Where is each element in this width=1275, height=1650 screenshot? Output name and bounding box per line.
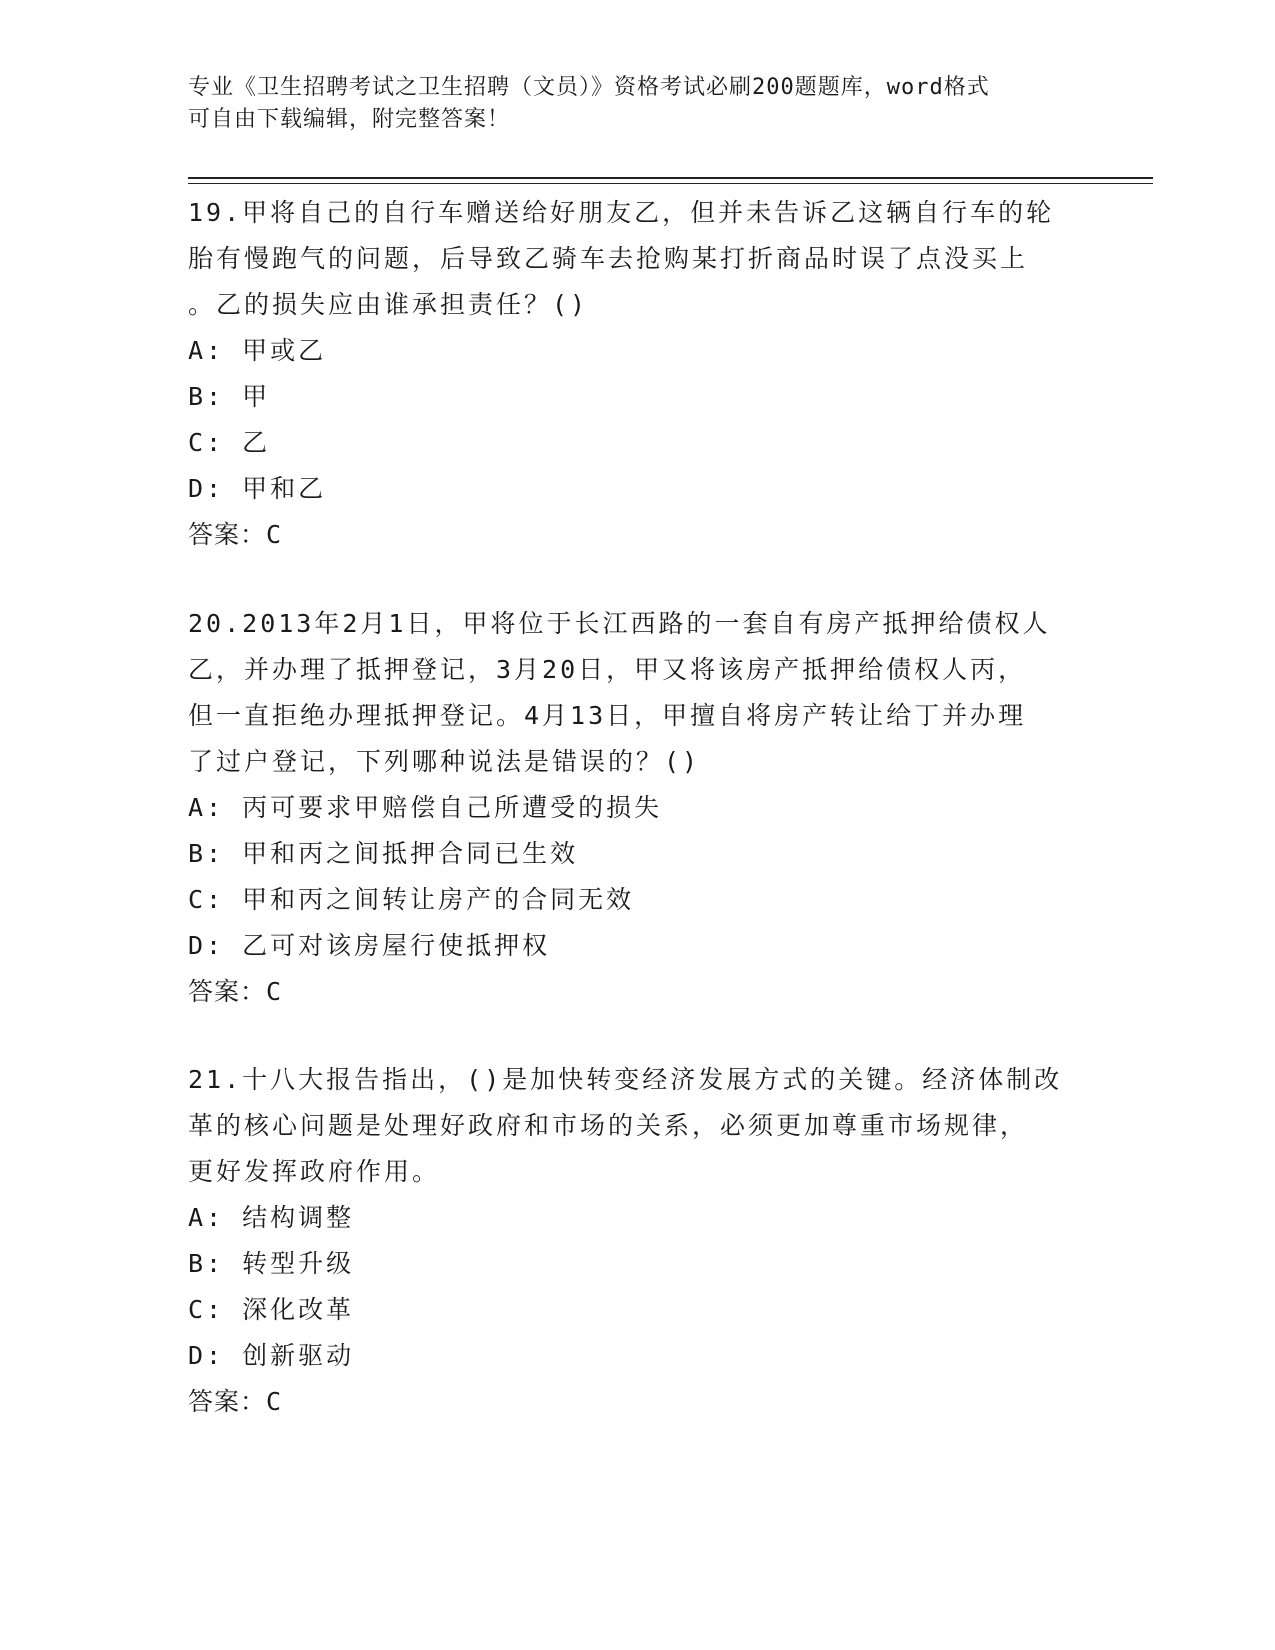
option-d: D: 甲和乙 [188,474,327,503]
header-divider-thick [188,177,1153,179]
option-d: D: 创新驱动 [188,1341,355,1370]
option-c: C: 深化改革 [188,1295,355,1324]
option-b: B: 甲和丙之间抵押合同已生效 [188,839,579,868]
question-stem: 20.2013年2月1日，甲将位于长江西路的一套自有房产抵押给债权人 乙，并办理了抵押登记，3月20日，甲又将该房产抵押给债权人丙， 但一直拒绝办理抵押登记。4月13日，甲擅自将房产转让给丁并办理 了过户登记，下列哪种说法是错误的？() [188,609,1051,776]
option-a: A: 丙可要求甲赔偿自己所遭受的损失 [188,793,663,822]
option-a: A: 结构调整 [188,1203,355,1232]
question-20 [188,601,1088,1015]
header-line-2: 可自由下载编辑，附完整答案！ [188,107,511,132]
header-divider-thin [188,183,1153,184]
question-21 [188,1057,1088,1425]
option-b: B: 甲 [188,382,271,411]
header-line-1: 专业《卫生招聘考试之卫生招聘（文员）》资格考试必刷200题题库，word格式 [188,75,990,100]
option-d: D: 乙可对该房屋行使抵押权 [188,931,551,960]
document-header [188,72,1068,136]
answer-line: 答案：C [188,520,283,549]
option-c: C: 乙 [188,428,271,457]
question-19 [188,190,1088,558]
answer-line: 答案：C [188,977,283,1006]
option-c: C: 甲和丙之间转让房产的合同无效 [188,885,635,914]
answer-line: 答案：C [188,1387,283,1416]
option-b: B: 转型升级 [188,1249,355,1278]
option-a: A: 甲或乙 [188,336,327,365]
question-stem: 21.十八大报告指出，()是加快转变经济发展方式的关键。经济体制改 革的核心问题是处理好政府和市场的关系，必须更加尊重市场规律， 更好发挥政府作用。 [188,1065,1063,1186]
question-stem: 19.甲将自己的自行车赠送给好朋友乙，但并未告诉乙这辆自行车的轮 胎有慢跑气的问题，后导致乙骑车去抢购某打折商品时误了点没买上 。乙的损失应由谁承担责任？() [188,198,1055,319]
